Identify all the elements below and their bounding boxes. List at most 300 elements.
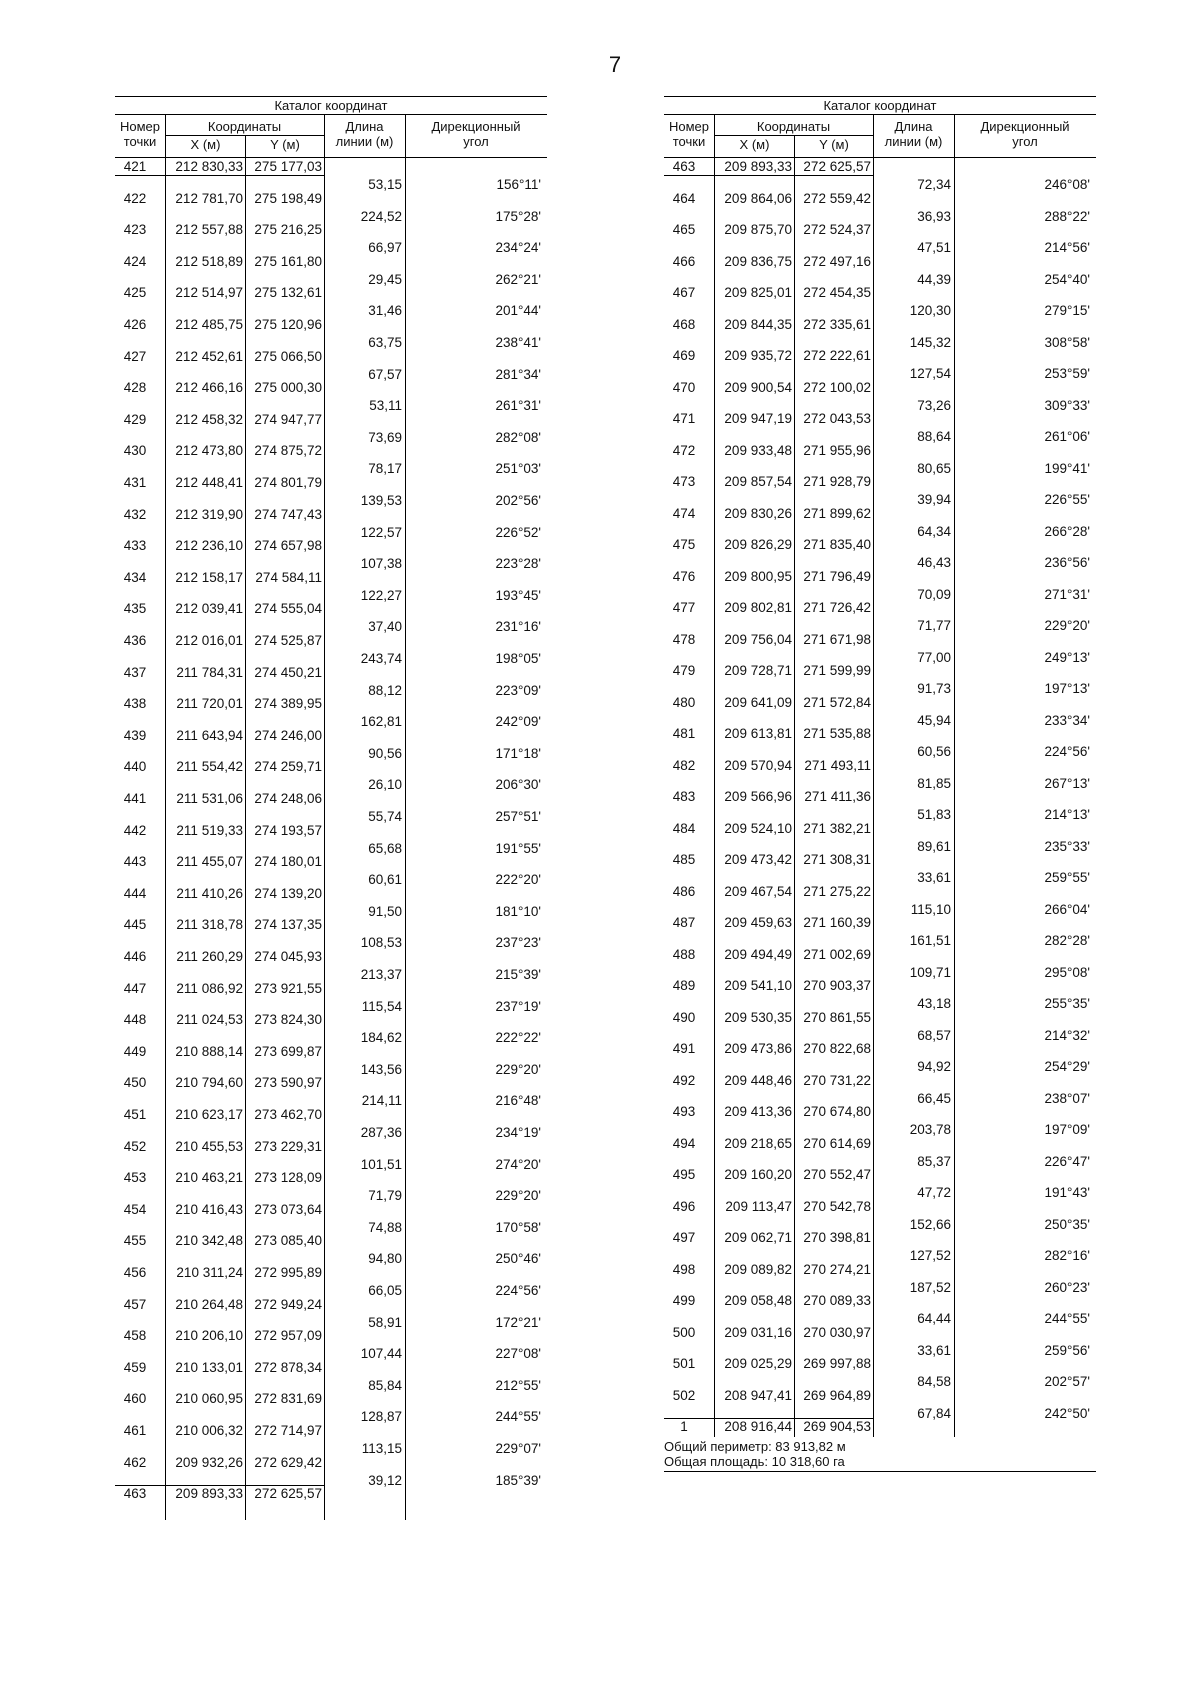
point-x: 209 089,82 [724,1261,792,1277]
point-x: 209 825,01 [724,285,792,300]
segment-direction: 234°24' [495,240,541,256]
segment-length: 39,12 [368,1472,402,1488]
point-y: 270 861,55 [803,1009,871,1025]
segment-direction: 233°34' [1044,712,1090,728]
point-number: 467 [672,285,696,300]
segment-direction: 308°58' [1044,334,1090,350]
point-x: 212 473,80 [175,443,243,459]
point-y: 273 229,31 [254,1138,322,1154]
segment-length: 44,39 [917,271,951,287]
segment-length: 127,54 [909,366,951,381]
point-number: 464 [672,190,696,206]
header-x: X (м) [190,137,221,152]
point-number: 432 [123,506,147,522]
point-number: 470 [672,379,696,395]
segment-direction: 215°39' [495,967,541,982]
segment-length: 122,57 [360,524,402,540]
segment-length: 89,61 [917,838,951,854]
point-number: 437 [123,664,147,680]
point-number: 423 [123,222,147,238]
point-y: 274 450,21 [254,664,322,680]
point-y: 275 216,25 [254,222,322,238]
point-number: 499 [672,1293,696,1308]
segment-length: 29,45 [368,271,402,287]
segment-direction: 226°52' [495,524,541,540]
segment-length: 47,72 [917,1185,951,1200]
total-area: Общая площадь: 10 318,60 га [664,1454,845,1469]
point-x: 209 893,33 [724,159,792,174]
point-number: 486 [672,883,696,899]
segment-direction: 242°50' [1044,1405,1090,1421]
segment-direction: 253°59' [1044,366,1090,381]
segment-direction: 271°31' [1044,586,1090,602]
segment-length: 47,51 [917,240,951,255]
point-y: 271 572,84 [803,694,871,710]
point-x: 211 086,92 [176,980,243,996]
point-y: 271 599,99 [803,663,871,678]
segment-length: 81,85 [917,775,951,791]
segment-direction: 234°19' [495,1125,541,1140]
segment-direction: 262°21' [495,271,541,287]
segment-direction: 254°40' [1044,271,1090,287]
point-y: 271 160,39 [803,915,871,930]
segment-direction: 257°51' [495,809,541,824]
point-x: 211 455,07 [176,854,243,870]
point-number: 481 [672,726,696,741]
segment-direction: 229°20' [495,1061,541,1077]
point-x: 208 947,41 [724,1387,792,1403]
segment-length: 46,43 [917,555,951,570]
segment-length: 88,64 [917,429,951,444]
point-x: 209 728,71 [724,663,792,678]
segment-length: 64,44 [917,1311,951,1326]
segment-length: 184,62 [360,1030,402,1046]
point-y: 271 671,98 [803,631,871,647]
segment-length: 143,56 [360,1061,402,1077]
segment-length: 127,52 [909,1248,951,1263]
point-y: 274 555,04 [254,601,322,617]
segment-length: 66,05 [368,1283,402,1298]
coordinate-catalog-right [664,96,1096,1472]
point-y: 273 699,87 [254,1043,322,1059]
point-number: 421 [123,159,147,174]
point-y: 274 747,43 [254,506,322,522]
point-x: 209 448,46 [724,1072,792,1088]
point-number: 453 [123,1170,147,1186]
segment-length: 203,78 [909,1122,951,1137]
point-number: 455 [123,1233,147,1249]
segment-direction: 295°08' [1044,964,1090,980]
point-number: 483 [672,789,696,804]
point-number: 444 [123,885,147,901]
point-x: 210 342,48 [175,1233,243,1249]
point-number: 473 [672,474,696,489]
point-y: 272 625,57 [254,1486,322,1502]
segment-direction: 193°45' [495,587,541,603]
segment-direction: 259°56' [1044,1342,1090,1358]
point-x: 209 570,94 [724,757,792,773]
segment-direction: 224°56' [495,1283,541,1298]
catalog-title: Каталог координат [664,96,1096,115]
segment-length: 65,68 [368,840,402,856]
point-x: 212 039,41 [175,601,243,617]
segment-direction: 191°43' [1044,1185,1090,1200]
point-number: 456 [123,1265,147,1280]
segment-direction: 229°20' [1044,618,1090,633]
segment-direction: 226°47' [1044,1153,1090,1169]
point-x: 210 623,17 [175,1107,243,1122]
point-number: 440 [123,759,147,775]
segment-length: 68,57 [917,1027,951,1043]
point-x: 212 452,61 [175,348,243,364]
segment-length: 85,37 [917,1153,951,1169]
point-y: 274 657,98 [254,538,322,554]
point-number: 426 [123,317,147,332]
segment-direction: 231°16' [495,619,541,635]
point-number: 428 [123,380,147,396]
point-y: 270 822,68 [803,1041,871,1056]
point-x: 209 932,26 [175,1454,243,1470]
point-y: 275 066,50 [254,348,322,364]
point-y: 273 590,97 [254,1075,322,1091]
segment-length: 60,61 [368,872,402,888]
segment-direction: 156°11' [496,177,541,192]
point-number: 424 [123,253,147,269]
table-body [115,158,547,1520]
point-number: 490 [672,1009,696,1025]
point-number: 460 [123,1391,147,1407]
point-number: 435 [123,601,147,617]
point-number: 457 [123,1296,147,1312]
segment-direction: 197°13' [1044,681,1090,696]
point-y: 271 899,62 [803,505,871,521]
point-x: 209 830,26 [724,505,792,521]
point-number: 466 [672,253,696,269]
point-x: 209 113,47 [725,1198,792,1214]
segment-direction: 244°55' [1044,1311,1090,1326]
point-number: 465 [672,222,696,237]
point-number: 430 [123,443,147,459]
point-number: 469 [672,348,696,363]
point-x: 212 448,41 [175,475,243,490]
segment-length: 78,17 [368,461,402,477]
point-y: 270 903,37 [803,978,871,993]
segment-direction: 259°55' [1044,870,1090,885]
segment-length: 73,26 [917,397,951,413]
segment-length: 67,57 [368,366,402,382]
point-y: 272 100,02 [803,379,871,395]
point-x: 209 218,65 [724,1135,792,1151]
segment-length: 31,46 [368,303,402,319]
segment-length: 115,54 [361,998,402,1014]
point-number: 468 [672,316,696,332]
point-y: 272 949,24 [254,1296,322,1312]
point-x: 209 756,04 [724,631,792,647]
segment-length: 214,11 [361,1093,402,1109]
segment-direction: 198°05' [495,651,541,666]
point-y: 272 714,97 [254,1423,322,1438]
point-number: 500 [672,1324,696,1340]
point-number: 493 [672,1104,696,1119]
segment-length: 213,37 [360,967,402,982]
point-x: 209 893,33 [175,1486,243,1502]
segment-length: 36,93 [917,208,951,224]
point-number: 496 [672,1198,696,1214]
segment-length: 55,74 [368,809,402,824]
segment-length: 162,81 [360,714,402,730]
point-number: 487 [672,915,696,930]
point-x: 211 554,42 [176,759,243,775]
coordinate-catalog-left [115,96,547,1520]
point-number: 449 [123,1043,147,1059]
segment-length: 64,34 [917,523,951,539]
point-x: 212 319,90 [175,506,243,522]
point-number: 443 [123,854,147,870]
point-y: 274 248,06 [254,791,322,806]
point-x: 209 800,95 [724,568,792,584]
point-y: 271 726,42 [803,600,871,615]
segment-length: 43,18 [917,996,951,1011]
segment-length: 88,12 [368,682,402,698]
point-y: 274 801,79 [254,475,322,490]
point-y: 270 614,69 [803,1135,871,1151]
point-number: 425 [123,285,147,301]
point-x: 209 473,42 [724,852,792,867]
point-x: 210 794,60 [175,1075,243,1091]
point-number: 439 [123,727,147,743]
segment-length: 139,53 [360,493,402,508]
segment-direction: 236°56' [1044,555,1090,570]
point-number: 441 [123,791,147,806]
point-y: 273 085,40 [254,1233,322,1249]
segment-length: 120,30 [909,303,951,318]
point-y: 270 731,22 [803,1072,871,1088]
segment-direction: 266°04' [1044,901,1090,917]
segment-length: 108,53 [360,935,402,951]
point-x: 210 006,32 [175,1423,243,1438]
segment-direction: 309°33' [1044,397,1090,413]
point-y: 272 497,16 [803,253,871,269]
segment-direction: 212°55' [495,1377,541,1393]
point-y: 272 454,35 [803,285,871,300]
segment-length: 161,51 [909,933,951,948]
segment-direction: 170°58' [495,1219,541,1235]
point-number: 488 [672,946,696,962]
point-number: 459 [123,1359,147,1375]
segment-direction: 229°20' [495,1188,541,1204]
point-number: 436 [123,633,147,648]
point-y: 271 275,22 [803,883,871,899]
segment-length: 37,40 [368,619,402,635]
segment-length: 51,83 [917,807,951,822]
point-number: 445 [123,917,147,933]
point-x: 209 857,54 [724,474,792,489]
point-x: 210 206,10 [175,1328,243,1344]
segment-direction: 237°19' [495,998,541,1014]
segment-length: 33,61 [917,1342,951,1358]
segment-length: 94,92 [917,1059,951,1074]
point-x: 209 524,10 [724,820,792,836]
segment-length: 243,74 [360,651,402,666]
segment-length: 66,97 [368,240,402,256]
point-x: 209 826,29 [724,537,792,552]
point-number: 434 [123,569,147,585]
point-x: 209 160,20 [724,1167,792,1182]
point-x: 212 236,10 [175,538,243,554]
point-number: 494 [672,1135,696,1151]
point-y: 270 674,80 [803,1104,871,1119]
point-x: 212 514,97 [175,285,243,301]
segment-direction: 202°56' [495,493,541,508]
point-y: 274 525,87 [254,633,322,648]
point-number: 502 [672,1387,696,1403]
point-y: 271 002,69 [803,946,871,962]
point-x: 209 566,96 [724,789,792,804]
total-perimeter: Общий периметр: 83 913,82 м [664,1439,846,1454]
header-number: Номер точки [668,119,709,149]
point-y: 270 030,97 [803,1324,871,1340]
segment-direction: 274°20' [495,1156,541,1172]
segment-length: 71,79 [368,1188,402,1204]
segment-direction: 224°56' [1044,744,1090,759]
segment-length: 70,09 [917,586,951,602]
point-x: 211 643,94 [176,727,243,743]
segment-direction: 222°20' [495,872,541,888]
point-number: 491 [672,1041,696,1056]
point-number: 463 [672,159,696,174]
point-y: 273 462,70 [254,1107,322,1122]
segment-direction: 185°39' [495,1472,541,1488]
segment-length: 91,50 [368,903,402,919]
point-x: 209 933,48 [724,442,792,458]
segment-length: 187,52 [909,1279,951,1295]
point-x: 212 518,89 [175,253,243,269]
segment-direction: 244°55' [495,1409,541,1425]
point-y: 270 542,78 [803,1198,871,1214]
point-number: 431 [123,475,147,490]
point-x: 209 641,09 [724,694,792,710]
point-x: 209 467,54 [724,883,792,899]
point-number: 474 [672,505,696,521]
point-y: 269 997,88 [803,1356,871,1371]
segment-direction: 261°31' [495,398,541,414]
point-x: 212 485,75 [175,317,243,332]
segment-direction: 251°03' [495,461,541,477]
point-x: 209 062,71 [724,1230,792,1245]
segment-direction: 288°22' [1044,208,1090,224]
segment-direction: 281°34' [495,366,541,382]
segment-direction: 214°13' [1044,807,1090,822]
point-y: 275 177,03 [254,159,322,174]
header-y: Y (м) [270,137,300,152]
point-y: 274 045,93 [254,949,322,964]
segment-direction: 214°32' [1044,1027,1090,1043]
segment-direction: 226°55' [1044,492,1090,507]
point-number: 1 [680,1419,688,1434]
segment-direction: 250°46' [495,1251,541,1267]
point-x: 209 025,29 [724,1356,792,1371]
segment-length: 72,34 [917,177,951,192]
point-x: 211 720,01 [176,696,243,712]
point-y: 274 584,11 [255,569,322,585]
point-number: 463 [123,1486,147,1502]
segment-direction: 227°08' [495,1346,541,1362]
segment-length: 77,00 [917,649,951,665]
segment-direction: 237°23' [495,935,541,951]
segment-length: 71,77 [917,618,951,633]
point-y: 274 180,01 [254,854,322,870]
segment-length: 101,51 [360,1156,402,1172]
point-x: 211 260,29 [176,949,243,964]
segment-direction: 279°15' [1044,303,1090,318]
segment-length: 107,38 [360,556,402,572]
point-x: 209 947,19 [724,411,792,426]
point-y: 272 629,42 [254,1454,322,1470]
point-number: 472 [672,442,696,458]
point-number: 429 [123,411,147,427]
page-number: 7 [608,52,622,77]
point-x: 212 781,70 [175,190,243,206]
point-x: 209 864,06 [724,190,792,206]
point-x: 211 410,26 [176,885,243,901]
point-y: 272 995,89 [254,1265,322,1280]
segment-length: 145,32 [909,334,951,350]
segment-length: 224,52 [360,208,402,224]
segment-length: 66,45 [917,1090,951,1106]
segment-direction: 206°30' [495,777,541,793]
point-y: 271 796,49 [803,568,871,584]
point-y: 273 128,09 [254,1170,322,1186]
point-number: 438 [123,696,147,712]
segment-direction: 175°28' [495,208,541,224]
segment-direction: 238°07' [1044,1090,1090,1106]
point-number: 462 [123,1454,147,1470]
point-y: 272 222,61 [803,348,871,363]
table-header [115,115,547,158]
point-number: 489 [672,978,696,993]
point-x: 212 458,32 [175,411,243,427]
table-body [664,158,1096,1437]
point-number: 447 [123,980,147,996]
segment-direction: 172°21' [495,1314,541,1330]
point-y: 275 198,49 [254,190,322,206]
segment-direction: 249°13' [1044,649,1090,665]
point-y: 272 335,61 [803,316,871,332]
segment-length: 90,56 [368,745,402,761]
point-x: 212 466,16 [175,380,243,396]
point-y: 274 139,20 [254,885,322,901]
segment-length: 67,84 [917,1405,951,1421]
point-number: 458 [123,1328,147,1344]
point-y: 274 389,95 [254,696,322,712]
point-number: 477 [672,600,696,615]
header-length: Длина линии (м) [884,119,943,149]
segment-direction: 267°13' [1044,775,1090,791]
point-x: 210 311,24 [176,1265,243,1280]
point-x: 211 318,78 [176,917,243,933]
segment-length: 53,11 [369,398,402,414]
segment-direction: 222°22' [495,1030,541,1046]
point-x: 209 900,54 [724,379,792,395]
point-x: 211 519,33 [176,822,243,838]
segment-length: 109,71 [909,964,951,980]
header-y: Y (м) [819,137,849,152]
point-number: 471 [672,411,696,426]
segment-length: 73,69 [368,429,402,445]
header-x: X (м) [739,137,770,152]
header-coordinates: Координаты [207,119,282,134]
segment-length: 74,88 [368,1219,402,1235]
